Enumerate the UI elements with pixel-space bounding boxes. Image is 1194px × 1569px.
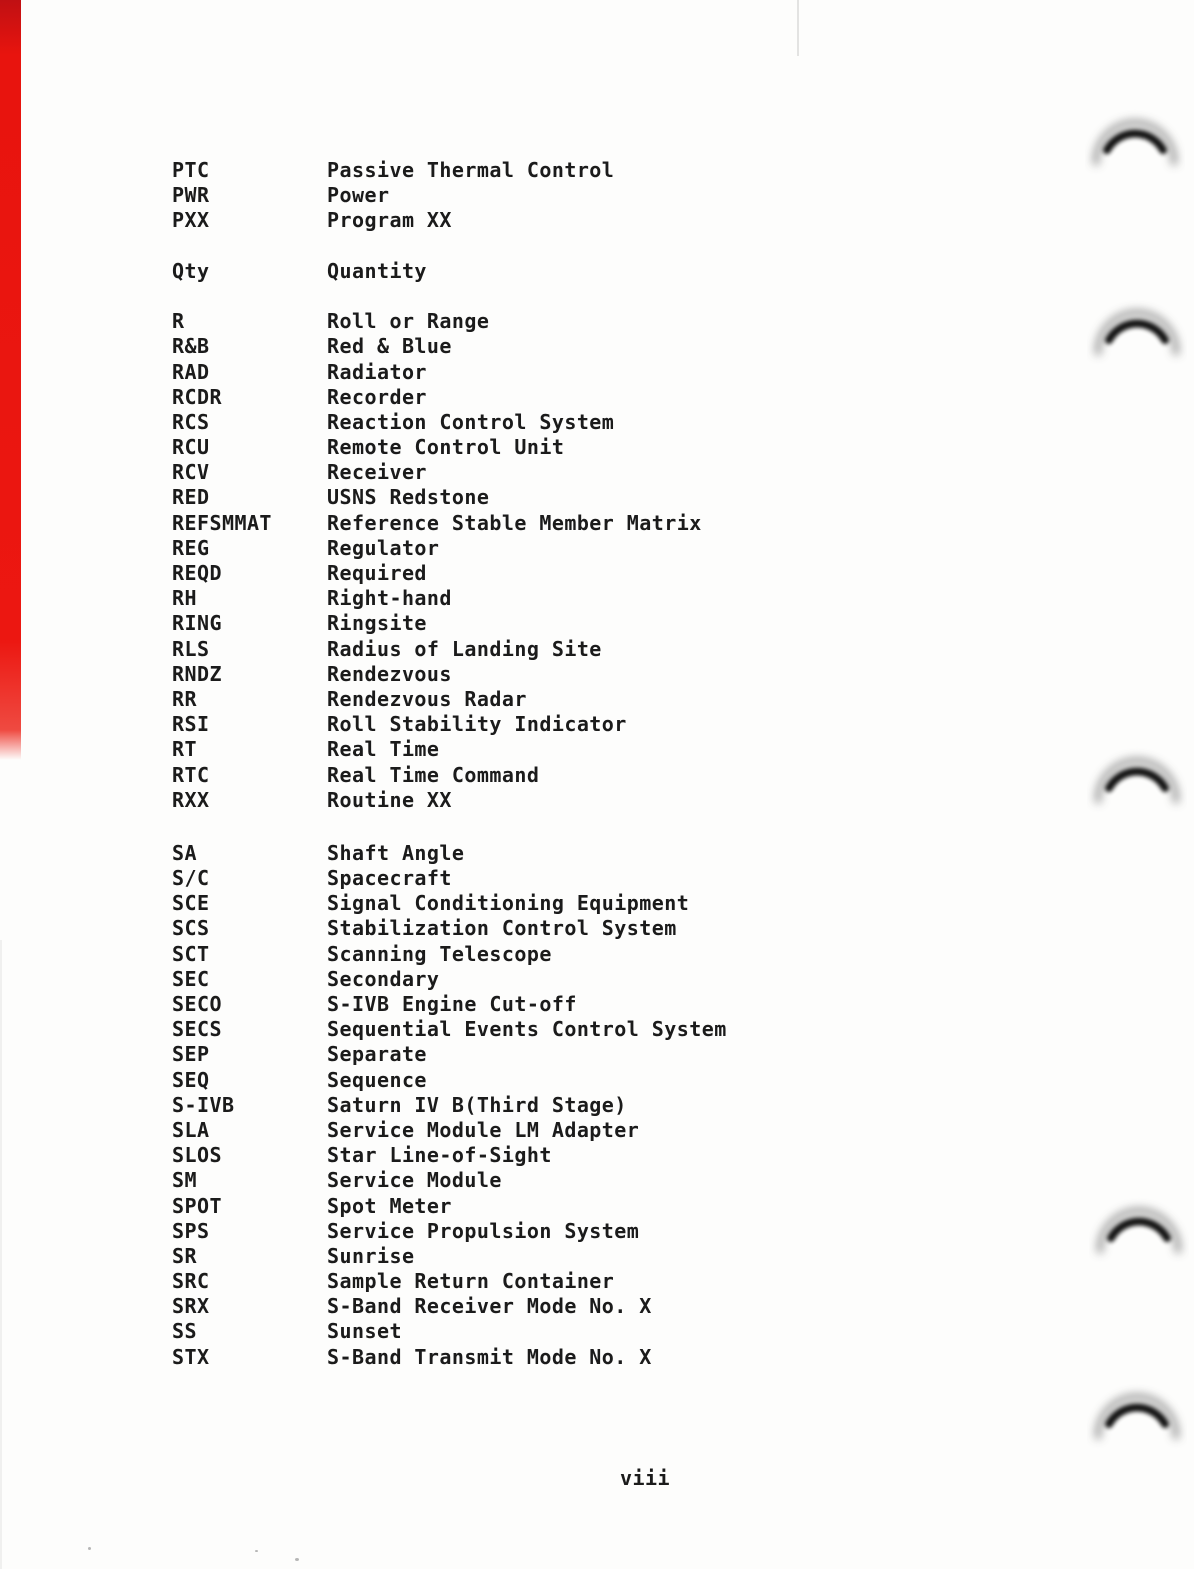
glossary-row (172, 1294, 727, 1319)
glossary-row (172, 435, 727, 460)
definition: Ringsite (327, 611, 427, 636)
glossary-row (172, 763, 727, 788)
glossary-group (172, 841, 727, 1370)
glossary-row (172, 1345, 727, 1370)
abbreviation: SA (172, 840, 197, 865)
glossary-row (172, 1168, 727, 1193)
definition: Remote Control Unit (327, 435, 565, 460)
definition: Regulator (327, 535, 440, 560)
definition: S-Band Transmit Mode No. X (327, 1344, 652, 1369)
glossary-row (172, 1269, 727, 1294)
glossary-row (172, 1219, 727, 1244)
abbreviation: SCS (172, 916, 210, 941)
abbreviation: RCV (172, 460, 210, 485)
glossary-row (172, 1093, 727, 1118)
abbreviation: R&B (172, 334, 210, 359)
definition: Roll Stability Indicator (327, 712, 627, 737)
glossary-row (172, 158, 727, 183)
definition: Passive Thermal Control (327, 158, 615, 182)
abbreviation: RTC (172, 762, 210, 787)
definition: Sample Return Container (327, 1269, 615, 1294)
definition: Scanning Telescope (327, 941, 552, 966)
abbreviation: PWR (172, 183, 210, 208)
abbreviation: SM (172, 1168, 197, 1193)
glossary-row (172, 460, 727, 485)
glossary-row (172, 1194, 727, 1219)
definition: Required (327, 561, 427, 585)
glossary-row (172, 1244, 727, 1269)
abbreviation: SLOS (172, 1143, 222, 1168)
definition: Rendezvous (327, 661, 452, 686)
definition: Signal Conditioning Equipment (327, 891, 690, 916)
definition: Spot Meter (327, 1193, 452, 1218)
binder-hole-shadow (1085, 102, 1185, 202)
abbreviation: SEP (172, 1042, 210, 1067)
definition: Service Module (327, 1168, 502, 1193)
glossary-row (172, 536, 727, 561)
definition: Quantity (327, 258, 427, 283)
glossary-row (172, 687, 727, 712)
definition: Saturn IV B(Third Stage) (327, 1092, 627, 1117)
binder-hole-shadow (1089, 1190, 1189, 1290)
abbreviation: R (172, 309, 185, 334)
abbreviation: RED (172, 485, 210, 510)
definition: Reaction Control System (327, 409, 615, 434)
glossary-row (172, 183, 727, 208)
abbreviation: RLS (172, 636, 210, 661)
glossary-row (172, 1118, 727, 1143)
abbreviation: SECO (172, 992, 222, 1016)
binder-hole-shadow (1087, 740, 1187, 840)
abbreviation: RSI (172, 712, 210, 737)
definition: Red & Blue (327, 334, 452, 359)
glossary-row (172, 259, 727, 284)
abbreviation: S-IVB (172, 1092, 235, 1117)
abbreviation: STX (172, 1344, 210, 1369)
glossary-row (172, 586, 727, 611)
definition: Separate (327, 1042, 427, 1067)
abbreviation: RH (172, 586, 197, 611)
glossary-row (172, 611, 727, 636)
definition: Stabilization Control System (327, 916, 677, 941)
glossary-group (172, 259, 727, 284)
abbreviation: SPS (172, 1218, 210, 1243)
glossary-row (172, 208, 727, 233)
abbreviation: SRC (172, 1269, 210, 1294)
definition: Service Module LM Adapter (327, 1117, 640, 1142)
glossary-row (172, 511, 727, 536)
glossary-row (172, 866, 727, 891)
definition: USNS Redstone (327, 485, 490, 510)
definition: Reference Stable Member Matrix (327, 510, 702, 535)
scan-red-edge-stripe (0, 0, 21, 760)
abbreviation: PXX (172, 208, 210, 233)
glossary-row (172, 788, 727, 813)
binder-hole-shadow (1087, 1376, 1187, 1476)
glossary-row (172, 1042, 727, 1067)
abbreviation: RCDR (172, 384, 222, 409)
scan-speck (88, 1547, 91, 1550)
definition: Real Time (327, 737, 440, 762)
definition: Secondary (327, 966, 440, 991)
abbreviation: SEC (172, 966, 210, 991)
abbreviation: SECS (172, 1017, 222, 1042)
page-number: viii (620, 1466, 670, 1490)
definition: Recorder (327, 384, 427, 409)
glossary-row (172, 360, 727, 385)
definition: Sunrise (327, 1243, 415, 1268)
abbreviation: SLA (172, 1117, 210, 1142)
abbreviation: SRX (172, 1294, 210, 1319)
glossary-row (172, 309, 727, 334)
glossary-row (172, 967, 727, 992)
abbreviation: PTC (172, 158, 210, 182)
definition: Radiator (327, 359, 427, 384)
abbreviation: SCE (172, 891, 210, 916)
glossary-row (172, 942, 727, 967)
abbreviation: SS (172, 1319, 197, 1344)
definition: Sunset (327, 1319, 402, 1344)
binder-hole-shadow (1087, 292, 1187, 392)
glossary-row (172, 841, 727, 866)
glossary-row (172, 992, 727, 1017)
definition: Roll or Range (327, 309, 490, 334)
glossary-row (172, 891, 727, 916)
definition: Routine XX (327, 787, 452, 812)
definition: Star Line-of-Sight (327, 1143, 552, 1168)
definition: Sequence (327, 1067, 427, 1092)
abbreviation: RNDZ (172, 661, 222, 686)
abbreviation: SPOT (172, 1193, 222, 1218)
abbreviation: Qty (172, 258, 210, 283)
abbreviation: S/C (172, 866, 210, 891)
glossary-row (172, 385, 727, 410)
glossary-row (172, 1319, 727, 1344)
definition: Rendezvous Radar (327, 686, 527, 711)
glossary-row (172, 1068, 727, 1093)
definition: Radius of Landing Site (327, 636, 602, 661)
definition: Power (327, 183, 390, 208)
abbreviation: RXX (172, 787, 210, 812)
abbreviation: RCU (172, 435, 210, 460)
glossary-row (172, 637, 727, 662)
glossary-row (172, 561, 727, 586)
glossary-row (172, 410, 727, 435)
abbreviation: RT (172, 737, 197, 762)
glossary-row (172, 1143, 727, 1168)
definition: S-Band Receiver Mode No. X (327, 1294, 652, 1319)
abbreviation: RING (172, 611, 222, 636)
glossary-row (172, 712, 727, 737)
definition: Sequential Events Control System (327, 1017, 727, 1042)
abbreviation: RCS (172, 409, 210, 434)
glossary-row (172, 1017, 727, 1042)
glossary-row (172, 662, 727, 687)
abbreviation: REG (172, 535, 210, 560)
scan-artifact-line (797, 0, 799, 56)
definition: Real Time Command (327, 762, 540, 787)
glossary-group (172, 158, 727, 234)
abbreviation: SR (172, 1243, 197, 1268)
scan-speck (295, 1558, 299, 1561)
glossary-group (172, 309, 727, 813)
abbreviation: REQD (172, 561, 222, 585)
glossary-row (172, 916, 727, 941)
scan-artifact-left-edge (0, 940, 2, 1569)
definition: Right-hand (327, 586, 452, 611)
abbreviation-glossary (172, 158, 727, 1370)
abbreviation: RAD (172, 359, 210, 384)
abbreviation: REFSMMAT (172, 510, 272, 535)
definition: Receiver (327, 460, 427, 485)
abbreviation: RR (172, 686, 197, 711)
definition: Program XX (327, 208, 452, 233)
definition: Spacecraft (327, 866, 452, 891)
definition: Shaft Angle (327, 840, 465, 865)
abbreviation: SEQ (172, 1067, 210, 1092)
glossary-row (172, 737, 727, 762)
glossary-row (172, 334, 727, 359)
abbreviation: SCT (172, 941, 210, 966)
scan-speck (255, 1550, 258, 1552)
glossary-row (172, 485, 727, 510)
definition: Service Propulsion System (327, 1218, 640, 1243)
definition: S-IVB Engine Cut-off (327, 992, 577, 1016)
